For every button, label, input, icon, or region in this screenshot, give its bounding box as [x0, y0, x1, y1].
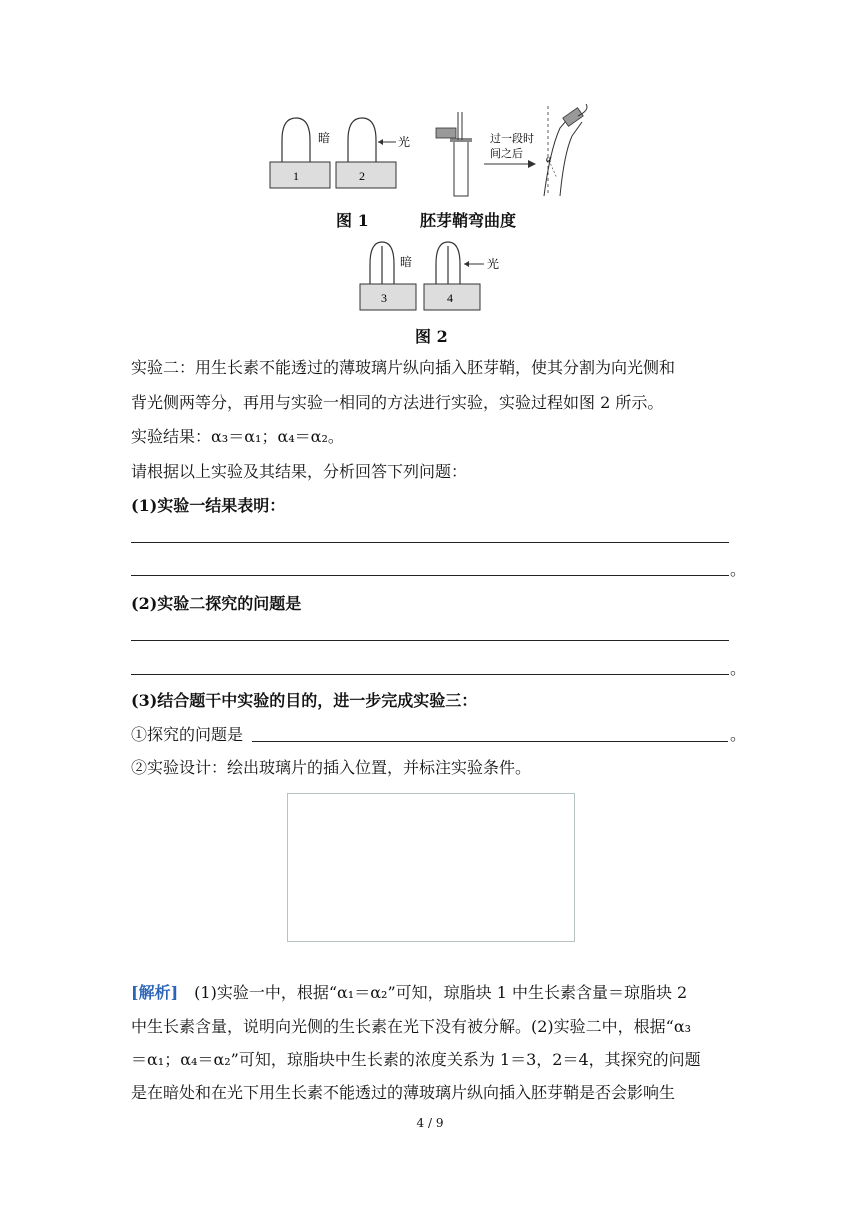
q2-answer-line-1[interactable]	[131, 640, 729, 641]
figure-2-caption: 图 2	[415, 327, 448, 346]
light-label-2: 光	[487, 257, 500, 271]
question-prompt: 请根据以上实验及其结果，分析回答下列问题：	[131, 462, 468, 481]
coleoptile-light-2	[336, 118, 410, 188]
exp2-result: 实验结果：α₃＝α₁；α₄＝α₂。	[131, 427, 344, 446]
figure-1-caption-number: 图 1	[336, 211, 369, 230]
figure-2	[356, 236, 516, 312]
block-4-label: 4	[447, 291, 453, 305]
block-2-label: 2	[359, 169, 365, 183]
figure-1	[260, 100, 600, 200]
q1-answer-line-2[interactable]	[131, 575, 729, 576]
analysis-line-4: 是在暗处和在光下用生长素不能透过的薄玻璃片纵向插入胚芽鞘是否会影响生	[131, 1083, 676, 1102]
q2-label: (2)实验二探究的问题是	[131, 594, 302, 613]
coleoptile-glass-light-4	[424, 242, 499, 310]
q2-answer-line-2[interactable]	[131, 674, 729, 675]
process-label-2: 间之后	[490, 147, 523, 160]
analysis-line-3: ＝α₁；α₄＝α₂”可知，琼脂块中生长素的浓度关系为 1＝3，2＝4，其探究的问题	[131, 1050, 701, 1069]
analysis-text-1: (1)实验一中，根据“α₁＝α₂”可知，琼脂块 1 中生长素含量＝琼脂块 2	[194, 983, 688, 1002]
alpha-label: α	[546, 154, 552, 165]
page-number: 4 / 9	[416, 1116, 444, 1130]
q3-label: (3)结合题干中实验的目的，进一步完成实验三：	[131, 691, 478, 710]
q3-sub2: ②实验设计：绘出玻璃片的插入位置，并标注实验条件。	[131, 758, 532, 777]
coleoptile-dark-1	[270, 118, 330, 188]
block-1-label: 1	[293, 169, 299, 183]
coleoptile-glass-dark-3	[360, 242, 416, 310]
analysis-line-2: 中生长素含量，说明向光侧的生长素在光下没有被分解。(2)实验二中，根据“α₃	[131, 1017, 692, 1036]
process-label-1: 过一段时	[490, 132, 534, 145]
q2-end-mark: 。	[730, 659, 747, 678]
block-3-label: 3	[381, 291, 387, 305]
q1-label: (1)实验一结果表明：	[131, 496, 286, 515]
test-stand	[436, 112, 472, 196]
dark-label-2: 暗	[400, 255, 413, 269]
arrow-right-icon	[528, 160, 536, 168]
q3-sub1: ①探究的问题是	[131, 725, 244, 744]
analysis-tag: [解析]	[131, 983, 179, 1002]
q1-end-mark: 。	[730, 560, 747, 579]
exp2-line-2: 背光侧两等分，再用与实验一相同的方法进行实验，实验过程如图 2 所示。	[131, 393, 664, 412]
q3-sub1-answer-line[interactable]	[252, 741, 728, 742]
light-label: 光	[398, 135, 411, 149]
analysis-line-1	[131, 983, 687, 1003]
dark-label: 暗	[318, 131, 331, 145]
q3-sub1-end-mark: 。	[730, 725, 747, 744]
figure-1-caption-text: 胚芽鞘弯曲度	[420, 211, 517, 230]
drawing-answer-box[interactable]	[287, 793, 575, 942]
q1-answer-line-1[interactable]	[131, 542, 729, 543]
exp2-line-1: 实验二：用生长素不能透过的薄玻璃片纵向插入胚芽鞘，使其分割为向光侧和	[131, 358, 676, 377]
bent-coleoptile	[544, 104, 587, 196]
